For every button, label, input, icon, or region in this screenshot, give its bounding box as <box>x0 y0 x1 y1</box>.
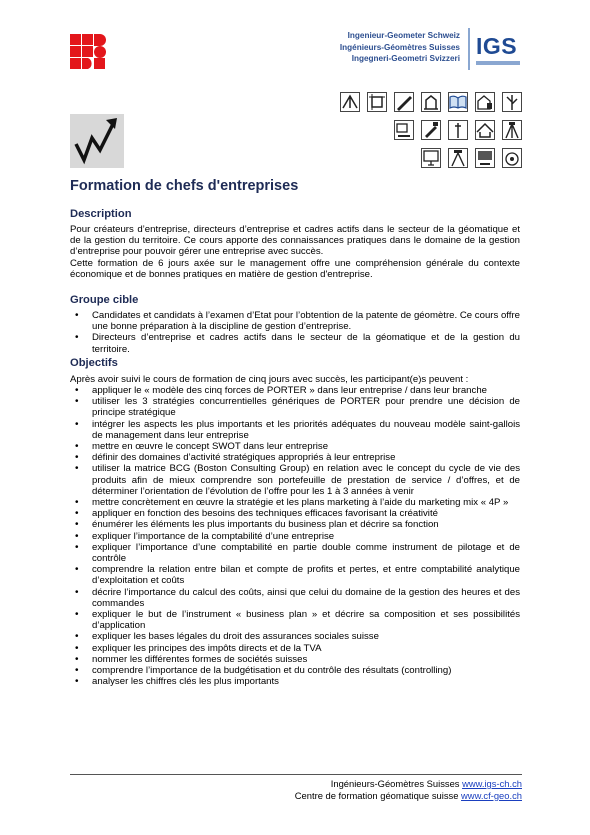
list-item: • comprendre la relation entre bilan et compte de profits et pertes, et entre comptabilité analytique d’exploitation et coûts <box>70 564 520 586</box>
list-item: • expliquer l’importance de la comptabilité d’une entreprise <box>70 531 520 542</box>
association-name-de: Ingenieur-Geometer Schweiz <box>347 31 460 40</box>
header-divider <box>468 28 470 70</box>
list-item: • mettre en œuvre le concept SWOT dans leur entreprise <box>70 441 520 452</box>
association-names <box>300 30 460 65</box>
book-icon <box>448 92 468 112</box>
list-item: • Candidates et candidats à l’examen d’Etat pour l’obtention de la patente de géomètre. Ce cours offre une bonne préparation à la discipline de gestion d’entreprise. <box>70 310 520 332</box>
map-pen-icon <box>394 92 414 112</box>
list-item: • mettre concrètement en œuvre la stratégie et les plans marketing à l’aide du marketing mix « 4P » <box>70 497 520 508</box>
objectives-list <box>70 385 520 687</box>
list-item: • appliquer en fonction des besoins des techniques efficaces favorisant la créativité <box>70 508 520 519</box>
tripod-icon <box>502 120 522 140</box>
tablet-icon <box>421 120 441 140</box>
description-paragraph: Cette formation de 6 jours axée sur le management offre une compréhension générale du contexte économique et de bonnes pratiques en matière de gestion d'entreprise. <box>70 257 520 280</box>
pole-icon <box>448 120 468 140</box>
list-item: • appliquer le « modèle des cinq forces de PORTER » dans leur entreprise / dans leur branche <box>70 385 520 396</box>
list-item: • énumérer les éléments les plus importants du business plan et décrire sa fonction <box>70 519 520 530</box>
list-item: • utiliser les 3 stratégies concurrentielles génériques de PORTER pour prendre une décision de principe stratégique <box>70 396 520 418</box>
list-item: • expliquer le but de l’instrument « business plan » et décrire sa composition et ses possibilités d’application <box>70 609 520 631</box>
igs-website-link[interactable]: www.igs-ch.ch <box>462 778 522 789</box>
description-text <box>70 224 520 280</box>
list-item: • analyser les chiffres clés les plus importants <box>70 676 520 687</box>
list-item: • définir des domaines d’activité stratégiques appropriés à leur entreprise <box>70 452 520 463</box>
objectives-heading: Objectifs <box>70 357 118 369</box>
computer-icon-2 <box>475 148 495 168</box>
footer-cfgeo-label: Centre de formation géomatique suisse <box>294 789 462 801</box>
list-item: • nommer les différentes formes de sociétés suisses <box>70 654 520 665</box>
footer-divider <box>70 774 522 775</box>
tripod-icon-2 <box>448 148 468 168</box>
list-item: • utiliser la matrice BCG (Boston Consulting Group) en relation avec le concept du cycle de vie des produits afin de mieux comprendre son portefeuille de prestation de service / d’offres, et de déterminer l’orientation de l’évolution de l’offre pour les 1 à 3 années à venir <box>70 463 520 497</box>
list-item: • décrire l’importance du calcul des coûts, ainsi que celui du domaine de la gestion des heures et des commandes <box>70 587 520 609</box>
house-chart-icon <box>475 92 495 112</box>
target-group-list <box>70 310 520 355</box>
footer-line-igs <box>230 778 522 790</box>
roof-icon <box>475 120 495 140</box>
list-item: • expliquer les principes des impôts directs et de la TVA <box>70 643 520 654</box>
list-item: • intégrer les aspects les plus importants et les priorités adéquates du nouveau modèle saint-gallois de management dans leur entreprise <box>70 419 520 441</box>
plant-icon <box>502 92 522 112</box>
description-heading: Description <box>70 208 132 220</box>
igs-logo-underline <box>476 61 520 65</box>
trend-chart-icon <box>70 114 124 168</box>
list-item: • expliquer les bases légales du droit des assurances sociales suisse <box>70 631 520 642</box>
list-item: • Directeurs d’entreprise et cadres actifs dans le secteur de la géomatique et de la gestion du territoire. <box>70 332 520 354</box>
list-item: • comprendre l’importance de la budgétisation et du contrôle des résultats (controlling) <box>70 665 520 676</box>
target-icon <box>502 148 522 168</box>
cf-geo-logo <box>70 34 106 70</box>
footer-igs-label: Ingénieurs-Géomètres Suisses <box>330 778 463 789</box>
footer <box>230 778 522 801</box>
association-name-fr: Ingénieurs-Géomètres Suisses <box>339 42 460 52</box>
computer-icon <box>394 120 414 140</box>
objectives-intro: Après avoir suivi le cours de formation de cinq jours avec succès, les participant(e)s peuvent : <box>70 374 469 385</box>
association-name-it: Ingegneri-Geometri Svizzeri <box>351 54 460 63</box>
surveying-tool-icon <box>340 92 360 112</box>
frame-icon <box>367 92 387 112</box>
trend-arrow-icon <box>70 114 124 168</box>
description-paragraph: Pour créateurs d’entreprise, directeurs d’entreprise et cadres actifs dans le secteur de la géomatique et de la gestion du territoire. Ce cours apporte des connaissances pratiques dans le domaine de la gestion d’entreprise pour pouvoir gérer une entreprise avec succès. <box>70 224 520 258</box>
target-group-heading: Groupe cible <box>70 294 139 306</box>
cfgeo-website-link[interactable]: www.cf-geo.ch <box>461 789 522 801</box>
page-title: Formation de chefs d'entreprises <box>70 178 299 194</box>
activity-icon-grid <box>340 92 524 170</box>
monitor-icon <box>421 148 441 168</box>
building-plan-icon <box>421 92 441 112</box>
igs-logo: IGS <box>476 33 518 59</box>
list-item: • expliquer l’importance d’une comptabilité en partie double comme instrument de pilotage et de contrôle <box>70 542 520 564</box>
footer-line-cfgeo <box>230 790 522 802</box>
